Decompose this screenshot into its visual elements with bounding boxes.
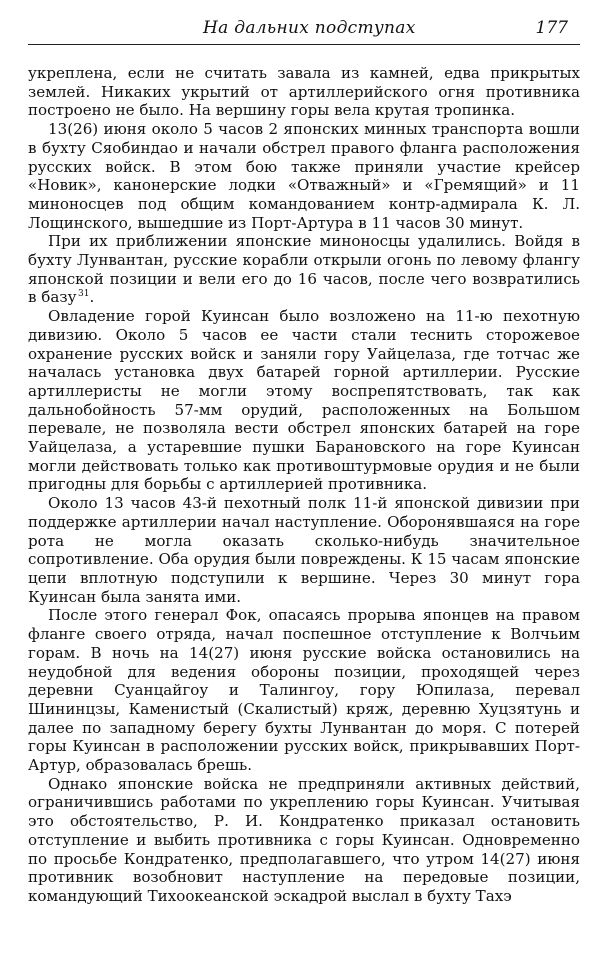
paragraph-text: Около 13 часов 43-й пехотный полк 11-й японской дивизии при поддержке артиллерии начал наступление. Оборонявшаяся на горе рота не могла оказать сколько-нибудь значительное сопротивление. Оба орудия были повреждены. К 15 часам японские цепи вплотную подступили к вершине. Через 30 минут гора Куинсан была занята ими. [28,494,580,606]
paragraph-text: укреплена, если не считать завала из камней, едва прикрытых землей. Никаких укрытий от артиллерийского огня противника построено не было. На вершину горы вела крутая тропинка. [28,64,580,120]
paragraph-tail: . [89,288,95,307]
paragraph [28,232,580,307]
paragraph-text: При их приближении японские миноносцы удалились. Войдя в бухту Лунвантан, русские корабли открыли огонь по левому флангу японской позиции и вели его до 16 часов, после чего возвратились в базу [28,232,580,307]
page-number: 177 [535,18,568,38]
paragraph-text: 13(26) июня около 5 часов 2 японских минных транспорта вошли в бухту Сяобиндао и начали обстрел правого фланга расположения русских войск. В этом бою также приняли участие крейсер «Новик», канонерские лодки «Отважный» и «Гремящий» и 11 миноносцев под общим командованием контр-адмирала К. Л. Лощинского, вышедшие из Порт-Артура в 11 часов 30 минут. [28,120,580,232]
body-text [28,64,580,906]
footnote-ref[interactable]: 31 [78,289,90,300]
paragraph-text: Однако японские войска не предприняли активных действий, ограничившись работами по укреплению горы Куинсан. Учитывая это обстоятельство, Р. И. Кондратенко приказал остановить отступление и выбить противника с горы Куинсан. Одновременно по просьбе Кондратенко, предполагавшего, что утром 14(27) июня противник возобновит наступление на передовые позиции, командующий Тихоокеанской эскадрой выслал в бухту Тахэ [28,774,580,905]
paragraph [28,494,580,606]
paragraph-text: Овладение горой Куинсан было возложено на 11-ю пехотную дивизию. Около 5 часов ее части стали теснить сторожевое охранение русских войск и заняли гору Уайцелаза, где тотчас же началась установка двух батарей горной артиллерии. Русские артиллеристы не могли этому воспрепятствовать, так как дальнобойность 57-мм орудий, расположенных на Большом перевале, не позволяла вести обстрел японских батарей на горе Уайцелаза, а устаревшие пушки Барановского на горе Куинсан могли действовать только как противоштурмовые орудия и не были пригодны для борьбы с артиллерией противника. [28,307,580,494]
paragraph [28,307,580,494]
paragraph [28,775,580,906]
page-header [28,14,580,45]
running-title: На дальних подступах [203,18,416,38]
paragraph-continuation [28,64,580,120]
paragraph [28,606,580,774]
paragraph-text: После этого генерал Фок, опасаясь прорыва японцев на правом фланге своего отряда, начал поспешное отступление к Волчьим горам. В ночь на 14(27) июня русские войска остановились на неудобной для ведения обороны позиции, проходящей через деревни Суанцайгоу и Талингоу, гору Юпилаза, перевал Шининцзы, Каменистый (Скалистый) кряж, деревню Хуцзятунь и далее по западному берегу бухты Лунвантан до моря. С потерей горы Куинсан в расположении русских войск, прикрывавших Порт-Артур, образовалась брешь. [28,606,580,775]
paragraph [28,120,580,232]
